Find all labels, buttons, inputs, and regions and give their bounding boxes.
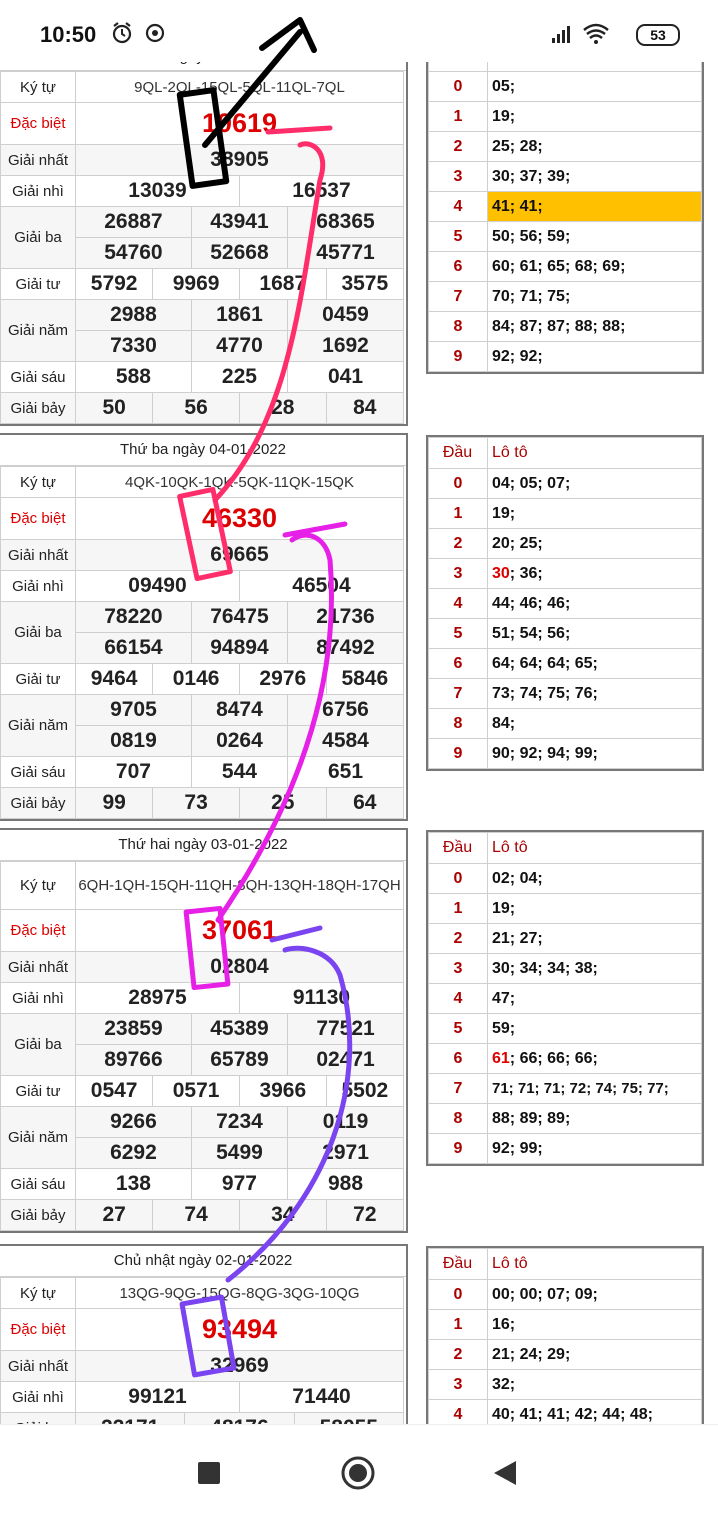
loto-values: 73; 74; 75; 76;: [488, 679, 702, 709]
third-prize: 26887: [76, 207, 192, 238]
second-prize: 16537: [239, 176, 403, 207]
label-giai-ba: Giải ba: [1, 207, 76, 269]
seventh-prize: 27: [76, 1200, 153, 1231]
label-kytu: Ký tự: [1, 862, 76, 910]
signal-wifi-icon: [552, 22, 622, 46]
result-table-4: [0, 1244, 408, 1446]
label-giai-sau: Giải sáu: [1, 1169, 76, 1200]
label-giai-bay: Giải bảy: [1, 788, 76, 819]
label-giai-nhi: Giải nhì: [1, 983, 76, 1014]
sixth-prize: 651: [288, 757, 404, 788]
loto-values: 59;: [488, 1014, 702, 1044]
loto-match-highlight: 30: [492, 564, 510, 582]
loto-values: 25; 28;: [488, 132, 702, 162]
loto-table-4: [426, 1246, 704, 1432]
label-giai-nam: Giải năm: [1, 695, 76, 757]
kytu-value: 13QG-9QG-15QG-8QG-3QG-10QG: [76, 1278, 404, 1309]
fourth-prize: 5792: [76, 269, 153, 300]
loto-values: 05;: [488, 72, 702, 102]
third-prize: 89766: [76, 1045, 192, 1076]
loto-dau: 0: [429, 1280, 488, 1310]
loto-dau: 2: [429, 1340, 488, 1370]
sixth-prize: 588: [76, 362, 192, 393]
fifth-prize: 0819: [76, 726, 192, 757]
loto-dau: 4: [429, 1400, 488, 1430]
third-prize: 94894: [191, 633, 287, 664]
sixth-prize: 225: [191, 362, 287, 393]
seventh-prize: 56: [153, 393, 240, 424]
loto-values: 30; 37; 39;: [488, 162, 702, 192]
loto-values: 90; 92; 94; 99;: [488, 739, 702, 769]
loto-dau: 6: [429, 649, 488, 679]
loto-dau: 0: [429, 469, 488, 499]
loto-dau: 5: [429, 619, 488, 649]
label-giai-bay: Giải bảy: [1, 1200, 76, 1231]
result-table-2: [0, 433, 408, 821]
fourth-prize: 1687: [239, 269, 326, 300]
loto-values: 71; 71; 71; 72; 74; 75; 77;: [488, 1074, 702, 1104]
kytu-value: 6QH-1QH-15QH-11QH-8QH-13QH-18QH-17QH: [76, 862, 404, 910]
third-prize: 43941: [191, 207, 287, 238]
loto-dau: 2: [429, 924, 488, 954]
loto-values: 92; 92;: [488, 342, 702, 372]
label-giai-ba: Giải ba: [1, 1014, 76, 1076]
loto-values-highlighted: 41; 41;: [488, 192, 702, 222]
fourth-prize: 2976: [239, 664, 326, 695]
back-button[interactable]: [492, 1459, 518, 1492]
loto-values: 64; 64; 64; 65;: [488, 649, 702, 679]
fourth-prize: 3966: [239, 1076, 326, 1107]
first-prize: 38905: [76, 145, 404, 176]
fifth-prize: 5499: [191, 1138, 287, 1169]
label-giai-nhi: Giải nhì: [1, 571, 76, 602]
special-prize: 37061: [76, 910, 404, 952]
seventh-prize: 74: [153, 1200, 240, 1231]
loto-values: 61; 66; 66; 66;: [488, 1044, 702, 1074]
loto-dau: 4: [429, 589, 488, 619]
loto-values: 60; 61; 65; 68; 69;: [488, 252, 702, 282]
second-prize: 71440: [239, 1382, 403, 1413]
fifth-prize: 9266: [76, 1107, 192, 1138]
loto-dau: 9: [429, 342, 488, 372]
status-time: 10:50: [40, 22, 97, 47]
second-prize: 91130: [239, 983, 403, 1014]
loto-dau: 1: [429, 499, 488, 529]
sixth-prize: 707: [76, 757, 192, 788]
loto-values: 20; 25;: [488, 529, 702, 559]
fifth-prize: 6756: [288, 695, 404, 726]
loto-dau: 3: [429, 162, 488, 192]
seventh-prize: 50: [76, 393, 153, 424]
second-prize: 28975: [76, 983, 240, 1014]
fifth-prize: 1861: [191, 300, 287, 331]
fifth-prize: 4770: [191, 331, 287, 362]
seventh-prize: 28: [239, 393, 326, 424]
loto-values: 70; 71; 75;: [488, 282, 702, 312]
second-prize: 13039: [76, 176, 240, 207]
loto-values: 30; 34; 34; 38;: [488, 954, 702, 984]
result-table-3: [0, 828, 408, 1233]
label-giai-nhat: Giải nhất: [1, 540, 76, 571]
special-prize: 10619: [76, 103, 404, 145]
loto-dau: 9: [429, 1134, 488, 1164]
loto-dau: 6: [429, 252, 488, 282]
first-prize: 32969: [76, 1351, 404, 1382]
kytu-value: 9QL-2QL-15QL-5QL-11QL-7QL: [76, 72, 404, 103]
loto-dau: 4: [429, 984, 488, 1014]
fourth-prize: 5502: [326, 1076, 403, 1107]
result-header-4: Chủ nhật ngày 02-01-2022: [0, 1246, 406, 1277]
loto-dau: 5: [429, 1014, 488, 1044]
fifth-prize: 1692: [288, 331, 404, 362]
loto-head-loto: Lô tô: [488, 1249, 702, 1280]
loto-values: 84; 87; 87; 88; 88;: [488, 312, 702, 342]
loto-table-3: [426, 830, 704, 1166]
loto-dau: 0: [429, 864, 488, 894]
seventh-prize: 99: [76, 788, 153, 819]
seventh-prize: 73: [153, 788, 240, 819]
fourth-prize: 3575: [326, 269, 403, 300]
loto-dau: 4: [429, 192, 488, 222]
label-kytu: Ký tự: [1, 1278, 76, 1309]
third-prize: 68365: [288, 207, 404, 238]
loto-values: 51; 54; 56;: [488, 619, 702, 649]
loto-values: 21; 27;: [488, 924, 702, 954]
loto-values: 19;: [488, 894, 702, 924]
label-dac-biet: Đặc biệt: [1, 1309, 76, 1351]
loto-match-highlight: 61: [492, 1049, 510, 1067]
special-prize: 93494: [76, 1309, 404, 1351]
loto-head-dau: Đầu: [429, 438, 488, 469]
fifth-prize: 7234: [191, 1107, 287, 1138]
label-dac-biet: Đặc biệt: [1, 498, 76, 540]
loto-values: 44; 46; 46;: [488, 589, 702, 619]
loto-dau: 7: [429, 1074, 488, 1104]
fifth-prize: 8474: [191, 695, 287, 726]
third-prize: 76475: [191, 602, 287, 633]
recent-apps-button[interactable]: [197, 1461, 221, 1490]
status-icons: [110, 20, 170, 51]
loto-dau: 2: [429, 132, 488, 162]
back-triangle-icon: [492, 1459, 518, 1487]
loto-values: 50; 56; 59;: [488, 222, 702, 252]
loto-head-loto: Lô tô: [488, 438, 702, 469]
first-prize: 02804: [76, 952, 404, 983]
label-giai-tu: Giải tư: [1, 664, 76, 695]
seventh-prize: 84: [326, 393, 403, 424]
label-kytu: Ký tự: [1, 467, 76, 498]
loto-head-loto: Lô tô: [488, 833, 702, 864]
loto-table-1: [426, 38, 704, 374]
second-prize: 46504: [239, 571, 403, 602]
loto-dau: 8: [429, 312, 488, 342]
status-right-icons: [552, 22, 622, 51]
fourth-prize: 9969: [153, 269, 240, 300]
fourth-prize: 0146: [153, 664, 240, 695]
third-prize: 02471: [288, 1045, 404, 1076]
seventh-prize: 25: [239, 788, 326, 819]
loto-dau: 3: [429, 954, 488, 984]
loto-values: 21; 24; 29;: [488, 1340, 702, 1370]
seventh-prize: 64: [326, 788, 403, 819]
loto-dau: 0: [429, 72, 488, 102]
fifth-prize: 2988: [76, 300, 192, 331]
alarm-icon: [110, 20, 170, 46]
loto-dau: 8: [429, 1104, 488, 1134]
loto-values: 19;: [488, 499, 702, 529]
fifth-prize: 7330: [76, 331, 192, 362]
fifth-prize: 2971: [288, 1138, 404, 1169]
sixth-prize: 988: [288, 1169, 404, 1200]
sixth-prize: 544: [191, 757, 287, 788]
loto-values: 84;: [488, 709, 702, 739]
label-giai-tu: Giải tư: [1, 1076, 76, 1107]
loto-dau: 5: [429, 222, 488, 252]
sixth-prize: 977: [191, 1169, 287, 1200]
fourth-prize: 0571: [153, 1076, 240, 1107]
home-button[interactable]: [340, 1455, 376, 1496]
loto-values: 32;: [488, 1370, 702, 1400]
loto-dau: 1: [429, 1310, 488, 1340]
third-prize: 21736: [288, 602, 404, 633]
battery-indicator: 53: [636, 24, 680, 46]
navigation-bar: [0, 1424, 718, 1521]
fifth-prize: 0119: [288, 1107, 404, 1138]
loto-dau: 9: [429, 739, 488, 769]
label-giai-nhat: Giải nhất: [1, 1351, 76, 1382]
label-giai-ba: Giải ba: [1, 602, 76, 664]
loto-dau: 7: [429, 679, 488, 709]
fifth-prize: 0264: [191, 726, 287, 757]
third-prize: 66154: [76, 633, 192, 664]
special-prize: 46330: [76, 498, 404, 540]
loto-table-2: [426, 435, 704, 771]
loto-values: 88; 89; 89;: [488, 1104, 702, 1134]
seventh-prize: 72: [326, 1200, 403, 1231]
third-prize: 78220: [76, 602, 192, 633]
label-dac-biet: Đặc biệt: [1, 910, 76, 952]
loto-values: 92; 99;: [488, 1134, 702, 1164]
fifth-prize: 6292: [76, 1138, 192, 1169]
third-prize: 45389: [191, 1014, 287, 1045]
sixth-prize: 138: [76, 1169, 192, 1200]
label-giai-nam: Giải năm: [1, 300, 76, 362]
label-giai-nam: Giải năm: [1, 1107, 76, 1169]
loto-dau: 2: [429, 529, 488, 559]
first-prize: 69665: [76, 540, 404, 571]
fourth-prize: 9464: [76, 664, 153, 695]
loto-values: 02; 04;: [488, 864, 702, 894]
label-dac-biet: Đặc biệt: [1, 103, 76, 145]
loto-dau: 1: [429, 102, 488, 132]
loto-dau: 3: [429, 1370, 488, 1400]
second-prize: 09490: [76, 571, 240, 602]
home-circle-icon: [340, 1455, 376, 1491]
seventh-prize: 34: [239, 1200, 326, 1231]
label-giai-sau: Giải sáu: [1, 362, 76, 393]
loto-dau: 1: [429, 894, 488, 924]
label-giai-sau: Giải sáu: [1, 757, 76, 788]
loto-values: 04; 05; 07;: [488, 469, 702, 499]
result-table-1: [0, 38, 408, 426]
third-prize: 45771: [288, 238, 404, 269]
loto-values: 40; 41; 41; 42; 44; 48;: [488, 1400, 702, 1430]
loto-dau: 8: [429, 709, 488, 739]
third-prize: 54760: [76, 238, 192, 269]
label-giai-bay: Giải bảy: [1, 393, 76, 424]
loto-values: 16;: [488, 1310, 702, 1340]
third-prize: 23859: [76, 1014, 192, 1045]
loto-values: 00; 00; 07; 09;: [488, 1280, 702, 1310]
third-prize: 52668: [191, 238, 287, 269]
fifth-prize: 9705: [76, 695, 192, 726]
loto-values: 19;: [488, 102, 702, 132]
kytu-value: 4QK-10QK-1QK-5QK-11QK-15QK: [76, 467, 404, 498]
third-prize: 65789: [191, 1045, 287, 1076]
label-giai-nhat: Giải nhất: [1, 952, 76, 983]
loto-dau: 3: [429, 559, 488, 589]
loto-dau: 7: [429, 282, 488, 312]
third-prize: 77521: [288, 1014, 404, 1045]
loto-head-dau: Đầu: [429, 833, 488, 864]
label-giai-nhi: Giải nhì: [1, 1382, 76, 1413]
second-prize: 99121: [76, 1382, 240, 1413]
label-giai-tu: Giải tư: [1, 269, 76, 300]
result-header-2: Thứ ba ngày 04-01-2022: [0, 435, 406, 466]
label-kytu: Ký tự: [1, 72, 76, 103]
label-giai-nhat: Giải nhất: [1, 145, 76, 176]
square-icon: [197, 1461, 221, 1485]
loto-values: 30; 36;: [488, 559, 702, 589]
loto-head-dau: Đầu: [429, 1249, 488, 1280]
fifth-prize: 4584: [288, 726, 404, 757]
loto-values: 47;: [488, 984, 702, 1014]
fourth-prize: 5846: [326, 664, 403, 695]
loto-dau: 6: [429, 1044, 488, 1074]
fifth-prize: 0459: [288, 300, 404, 331]
fourth-prize: 0547: [76, 1076, 153, 1107]
label-giai-nhi: Giải nhì: [1, 176, 76, 207]
third-prize: 87492: [288, 633, 404, 664]
status-bar: [0, 0, 718, 62]
result-header-3: Thứ hai ngày 03-01-2022: [0, 830, 406, 861]
sixth-prize: 041: [288, 362, 404, 393]
